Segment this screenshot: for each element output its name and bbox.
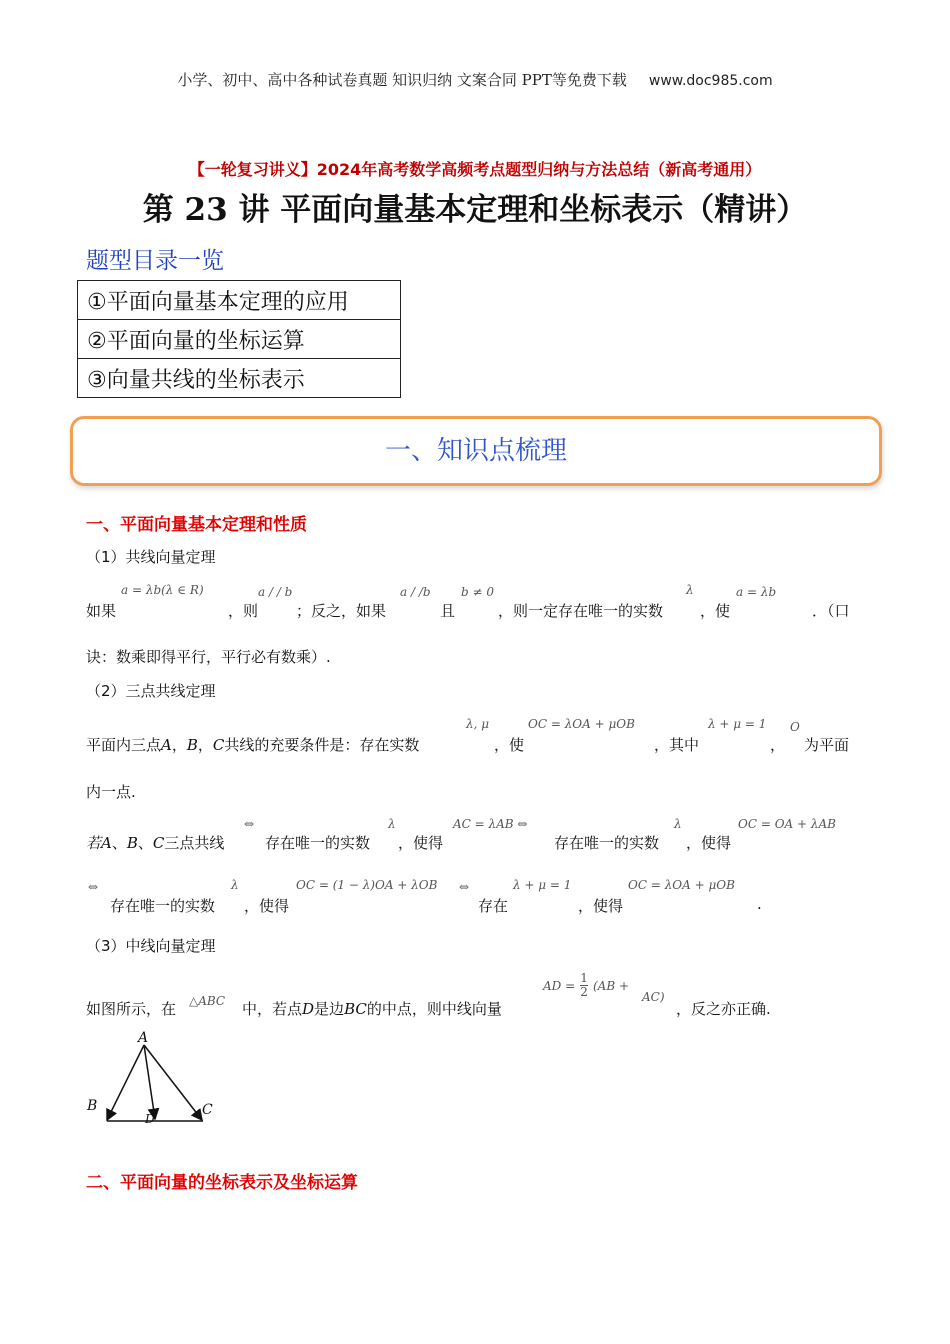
formula: OC = λOA + μOB	[528, 717, 635, 731]
text-line: ，	[770, 736, 786, 754]
section-banner-title: 一、知识点梳理	[384, 436, 567, 466]
text-line: ，则一定存在唯一的实数	[498, 602, 664, 620]
label-c: C	[202, 1102, 213, 1118]
toc-item: ②平面向量的坐标运算	[78, 320, 401, 359]
subheading-three-points: （2）三点共线定理	[86, 682, 216, 700]
header-text: 小学、初中、高中各种试卷真题 知识归纳 文案合同 PPT等免费下载	[177, 71, 627, 89]
formula: a = λb	[736, 585, 777, 599]
toc-item: ①平面向量基本定理的应用	[78, 281, 401, 320]
formula: λ	[686, 583, 694, 597]
vector-ab	[107, 1045, 144, 1120]
formula: OC = λOA + μOB	[628, 878, 735, 892]
toc-heading: 题型目录一览	[86, 248, 224, 274]
formula: △ABC	[189, 994, 226, 1008]
text-line: 存在	[478, 897, 509, 915]
text-line: 平面内三点A，B，C共线的充要条件是：存在实数	[86, 736, 420, 754]
text-line: 诀：数乘即得平行，平行必有数乘）.	[86, 648, 331, 666]
document-title: 第 23 讲 平面向量基本定理和坐标表示（精讲）	[142, 192, 808, 228]
text-line: 存在唯一的实数	[110, 897, 216, 915]
text-line: ，反之亦正确.	[676, 1000, 771, 1018]
formula: λ	[388, 817, 396, 831]
text-line: 如图所示，在	[86, 1000, 177, 1018]
formula: O	[790, 720, 800, 734]
fraction-half: $\frac{1}{2}$	[580, 971, 588, 999]
document-subtitle: 【一轮复习讲义】2024年高考数学高频考点题型归纳与方法总结（新高考通用）	[188, 160, 762, 179]
vector-ac	[144, 1045, 202, 1120]
text-line: ，使得	[686, 834, 732, 852]
formula: a = λb(λ ∈ R)	[121, 583, 204, 597]
formula: λ + μ = 1	[708, 717, 767, 731]
part1-heading: 一、平面向量基本定理和性质	[86, 515, 307, 535]
text-line: 若A、B、C三点共线	[86, 834, 225, 852]
formula: AC)	[642, 990, 665, 1004]
formula: OC = (1 − λ)OA + λOB	[296, 878, 438, 892]
formula: ⇔	[88, 880, 99, 894]
formula: ⇔	[459, 880, 470, 894]
text-line: 为平面	[804, 736, 850, 754]
label-a: A	[138, 1030, 149, 1046]
text-line: ，使得	[244, 897, 290, 915]
text-line: ，则	[228, 602, 259, 620]
triangle-median-diagram	[85, 1030, 225, 1130]
formula: λ, μ	[466, 717, 490, 731]
subheading-median-theorem: （3）中线向量定理	[86, 937, 216, 955]
part2-heading: 二、平面向量的坐标表示及坐标运算	[86, 1173, 358, 1193]
text-line: ，使得	[398, 834, 444, 852]
formula: AC = λAB ⇔	[453, 817, 528, 831]
formula: a / / b	[258, 585, 293, 599]
text-line: ，使	[700, 602, 731, 620]
text-line: 内一点.	[86, 783, 136, 801]
text-line: 存在唯一的实数	[265, 834, 371, 852]
text-line: ，使得	[578, 897, 624, 915]
text-line: 存在唯一的实数	[554, 834, 660, 852]
toc-table	[77, 280, 401, 398]
label-b: B	[87, 1098, 98, 1114]
text-line: 中，若点D是边BC的中点，则中线向量	[242, 1000, 502, 1018]
text-line: ；反之，如果	[296, 602, 387, 620]
section-banner	[70, 416, 882, 486]
text-line: ．（口	[812, 602, 850, 620]
median-vector-formula: AD = $\frac{1}{2}$ (AB +	[543, 971, 630, 999]
text-line: .	[757, 895, 762, 913]
formula: OC = OA + λAB	[738, 817, 836, 831]
label-d: D	[145, 1112, 155, 1126]
formula: λ + μ = 1	[513, 878, 572, 892]
text-line: 且	[440, 602, 456, 620]
formula: b ≠ 0	[461, 585, 494, 599]
formula: ⇔	[244, 817, 255, 831]
toc-item: ③向量共线的坐标表示	[78, 359, 401, 398]
formula: a / /b	[400, 585, 431, 599]
formula: λ	[674, 817, 682, 831]
page-header	[0, 69, 950, 90]
text-line: 如果	[86, 602, 117, 620]
text-line: ，使	[494, 736, 525, 754]
header-site[interactable]: www.doc985.com	[648, 73, 773, 89]
text-line: ，其中	[654, 736, 700, 754]
formula: λ	[231, 878, 239, 892]
subheading-collinear-theorem: （1）共线向量定理	[86, 548, 216, 566]
